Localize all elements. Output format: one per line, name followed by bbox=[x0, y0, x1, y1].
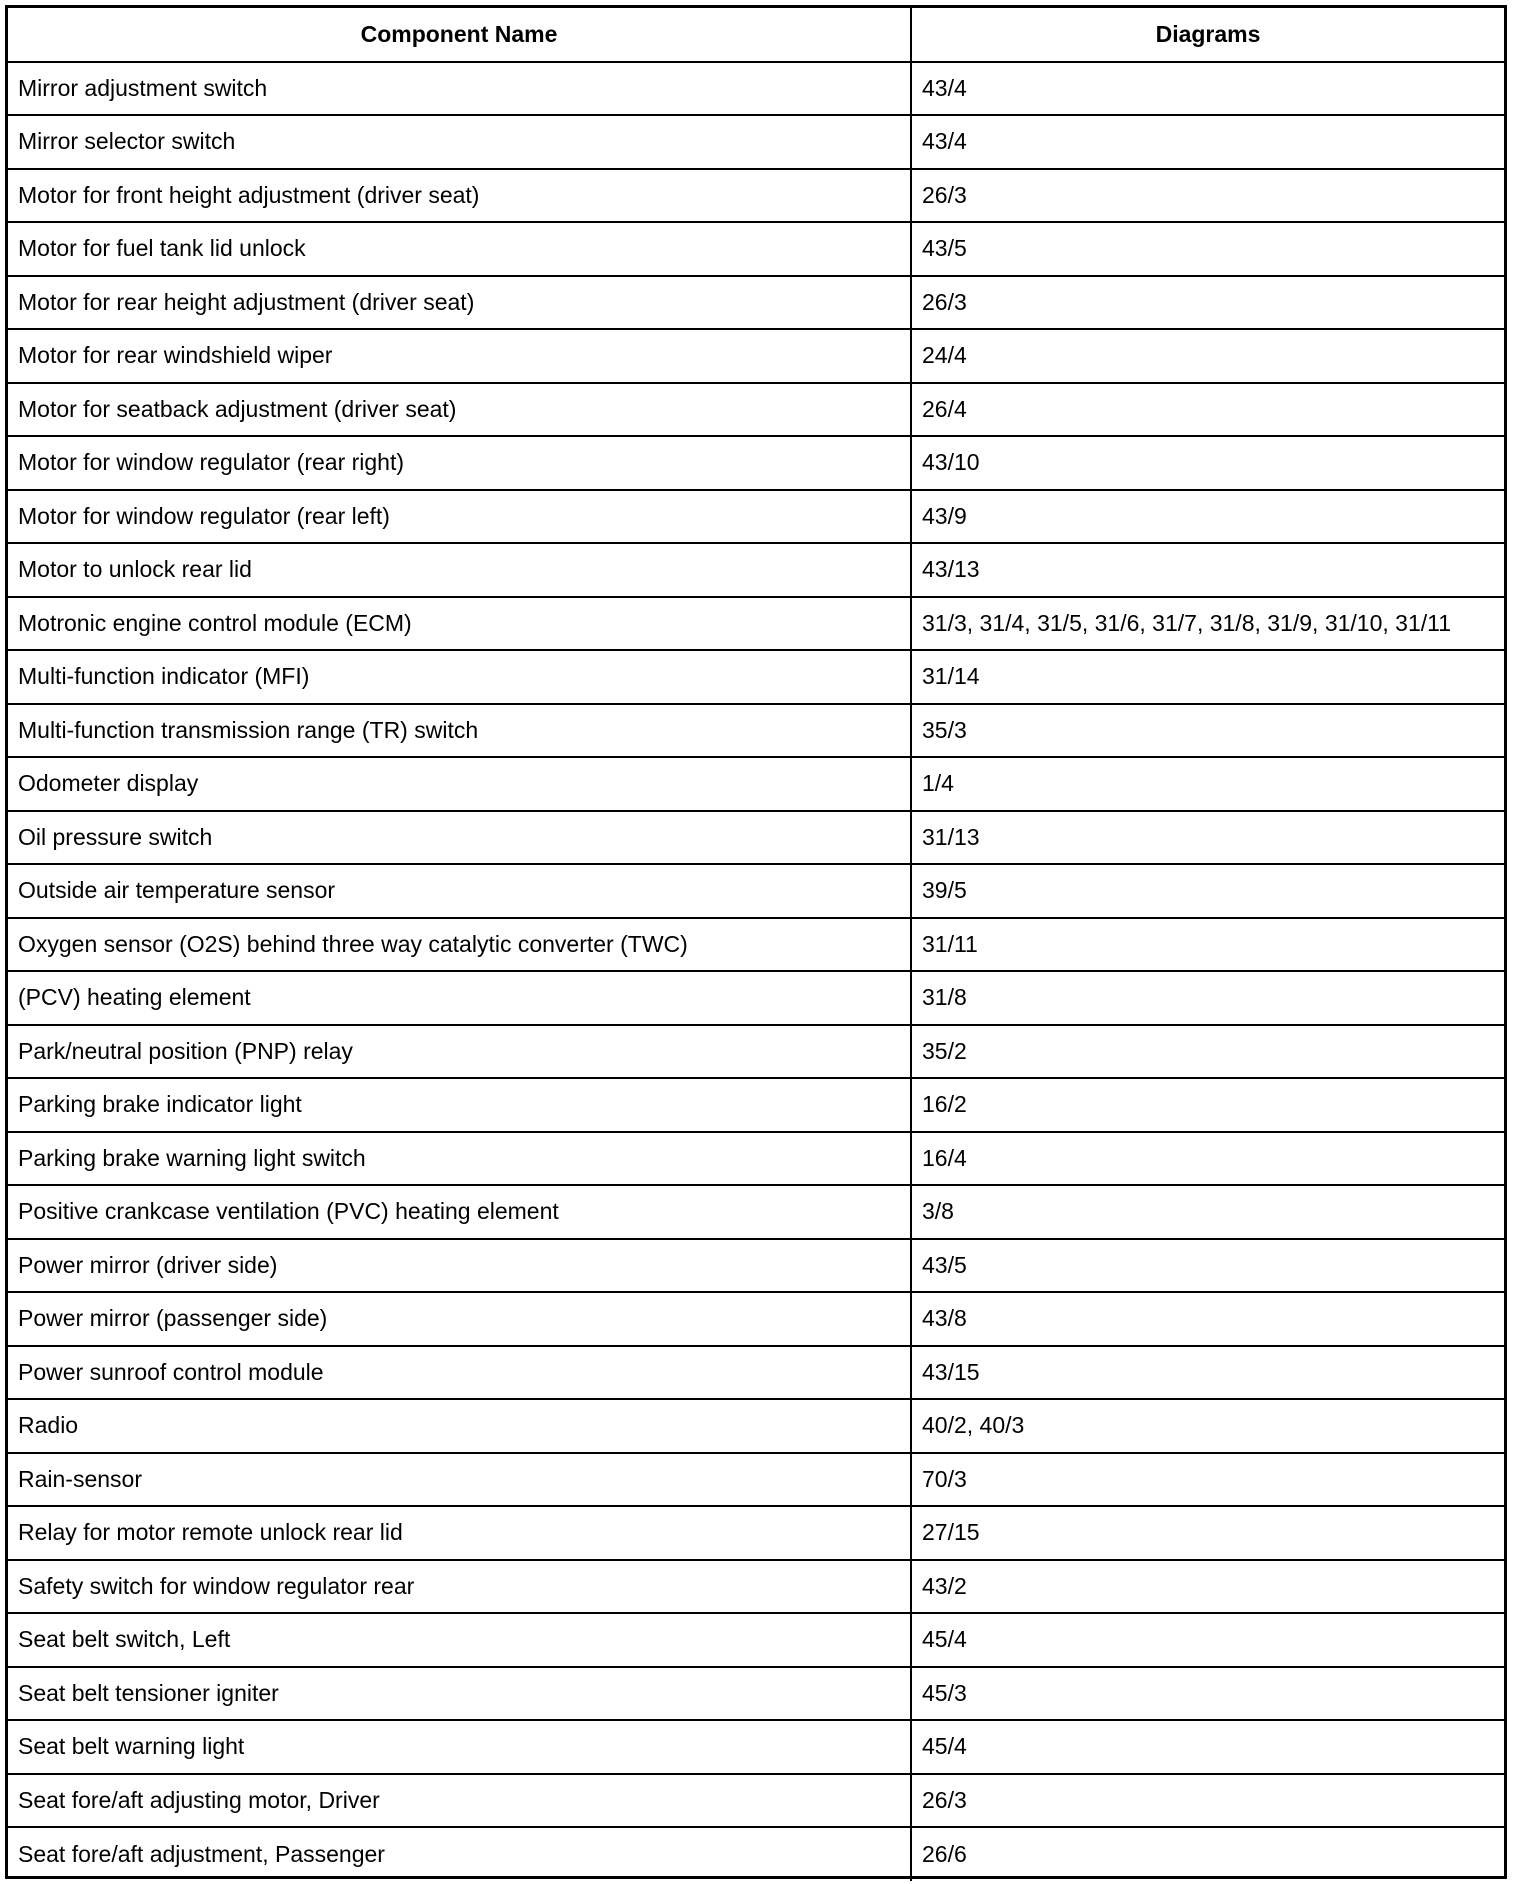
table-row bbox=[8, 918, 1504, 972]
diagrams-cell: 16/4 bbox=[911, 1132, 1504, 1186]
diagrams-cell: 43/4 bbox=[911, 115, 1504, 169]
diagrams-cell: 26/6 bbox=[911, 1827, 1504, 1881]
component-name-cell: Seat belt warning light bbox=[8, 1720, 911, 1774]
table-row bbox=[8, 1239, 1504, 1293]
component-name-cell: Power mirror (passenger side) bbox=[8, 1292, 911, 1346]
diagrams-cell: 26/4 bbox=[911, 383, 1504, 437]
diagrams-cell: 45/4 bbox=[911, 1720, 1504, 1774]
component-name-cell: Outside air temperature sensor bbox=[8, 864, 911, 918]
table-row bbox=[8, 811, 1504, 865]
diagrams-cell: 31/14 bbox=[911, 650, 1504, 704]
component-name-cell: Motor for window regulator (rear left) bbox=[8, 490, 911, 544]
component-name-cell: Power sunroof control module bbox=[8, 1346, 911, 1400]
component-name-cell: Mirror selector switch bbox=[8, 115, 911, 169]
table-row bbox=[8, 115, 1504, 169]
diagrams-cell: 43/15 bbox=[911, 1346, 1504, 1400]
table-row bbox=[8, 436, 1504, 490]
diagrams-cell: 26/3 bbox=[911, 169, 1504, 223]
table-header-row bbox=[8, 8, 1504, 62]
diagrams-cell: 27/15 bbox=[911, 1506, 1504, 1560]
table-row bbox=[8, 1827, 1504, 1881]
component-name-cell: Oil pressure switch bbox=[8, 811, 911, 865]
table-row bbox=[8, 1025, 1504, 1079]
component-name-cell: Mirror adjustment switch bbox=[8, 62, 911, 116]
diagrams-cell: 43/2 bbox=[911, 1560, 1504, 1614]
table-row bbox=[8, 1185, 1504, 1239]
component-name-cell: Rain-sensor bbox=[8, 1453, 911, 1507]
component-name-cell: Seat belt tensioner igniter bbox=[8, 1667, 911, 1721]
table-row bbox=[8, 704, 1504, 758]
table-row bbox=[8, 1292, 1504, 1346]
component-name-cell: Oxygen sensor (O2S) behind three way catalytic converter (TWC) bbox=[8, 918, 911, 972]
table-row bbox=[8, 276, 1504, 330]
diagrams-cell: 31/11 bbox=[911, 918, 1504, 972]
component-name-cell: Seat belt switch, Left bbox=[8, 1613, 911, 1667]
component-name-cell: Motor for front height adjustment (driver seat) bbox=[8, 169, 911, 223]
component-diagram-table bbox=[8, 8, 1504, 1881]
table-row bbox=[8, 1560, 1504, 1614]
component-name-cell: Motor for rear height adjustment (driver seat) bbox=[8, 276, 911, 330]
diagrams-cell: 26/3 bbox=[911, 1774, 1504, 1828]
component-name-cell: (PCV) heating element bbox=[8, 971, 911, 1025]
diagrams-cell: 45/4 bbox=[911, 1613, 1504, 1667]
table-row bbox=[8, 1346, 1504, 1400]
table-row bbox=[8, 1774, 1504, 1828]
diagrams-cell: 39/5 bbox=[911, 864, 1504, 918]
component-name-cell: Motor for seatback adjustment (driver seat) bbox=[8, 383, 911, 437]
diagrams-cell: 43/13 bbox=[911, 543, 1504, 597]
table-row bbox=[8, 1613, 1504, 1667]
table-row bbox=[8, 490, 1504, 544]
diagrams-cell: 43/8 bbox=[911, 1292, 1504, 1346]
table-row bbox=[8, 62, 1504, 116]
table-row bbox=[8, 543, 1504, 597]
diagrams-cell: 43/9 bbox=[911, 490, 1504, 544]
table-row bbox=[8, 971, 1504, 1025]
diagrams-cell: 31/8 bbox=[911, 971, 1504, 1025]
diagrams-cell: 43/5 bbox=[911, 1239, 1504, 1293]
diagrams-cell: 45/3 bbox=[911, 1667, 1504, 1721]
diagrams-cell: 31/3, 31/4, 31/5, 31/6, 31/7, 31/8, 31/9, 31/10, 31/11 bbox=[911, 597, 1504, 651]
component-name-cell: Parking brake warning light switch bbox=[8, 1132, 911, 1186]
table-row bbox=[8, 383, 1504, 437]
component-name-cell: Multi-function indicator (MFI) bbox=[8, 650, 911, 704]
table-row bbox=[8, 1453, 1504, 1507]
component-name-cell: Odometer display bbox=[8, 757, 911, 811]
table-row bbox=[8, 329, 1504, 383]
table-row bbox=[8, 1399, 1504, 1453]
diagrams-cell: 40/2, 40/3 bbox=[911, 1399, 1504, 1453]
diagrams-cell: 31/13 bbox=[911, 811, 1504, 865]
component-name-cell: Relay for motor remote unlock rear lid bbox=[8, 1506, 911, 1560]
table-row bbox=[8, 169, 1504, 223]
table-row bbox=[8, 1078, 1504, 1132]
component-name-cell: Park/neutral position (PNP) relay bbox=[8, 1025, 911, 1079]
component-name-cell: Motor to unlock rear lid bbox=[8, 543, 911, 597]
diagrams-cell: 24/4 bbox=[911, 329, 1504, 383]
component-name-cell: Positive crankcase ventilation (PVC) heating element bbox=[8, 1185, 911, 1239]
component-name-cell: Motor for rear windshield wiper bbox=[8, 329, 911, 383]
component-name-cell: Safety switch for window regulator rear bbox=[8, 1560, 911, 1614]
table-row bbox=[8, 1132, 1504, 1186]
component-name-cell: Motor for fuel tank lid unlock bbox=[8, 222, 911, 276]
component-name-cell: Motronic engine control module (ECM) bbox=[8, 597, 911, 651]
diagrams-cell: 16/2 bbox=[911, 1078, 1504, 1132]
table-row bbox=[8, 1667, 1504, 1721]
diagrams-cell: 26/3 bbox=[911, 276, 1504, 330]
diagrams-cell: 1/4 bbox=[911, 757, 1504, 811]
diagrams-cell: 35/3 bbox=[911, 704, 1504, 758]
diagrams-cell: 43/5 bbox=[911, 222, 1504, 276]
component-name-cell: Power mirror (driver side) bbox=[8, 1239, 911, 1293]
component-name-cell: Multi-function transmission range (TR) switch bbox=[8, 704, 911, 758]
table-row bbox=[8, 222, 1504, 276]
diagrams-cell: 70/3 bbox=[911, 1453, 1504, 1507]
column-header-component-name: Component Name bbox=[8, 8, 911, 62]
diagrams-cell: 43/4 bbox=[911, 62, 1504, 116]
table-row bbox=[8, 650, 1504, 704]
component-name-cell: Motor for window regulator (rear right) bbox=[8, 436, 911, 490]
diagrams-cell: 35/2 bbox=[911, 1025, 1504, 1079]
table-row bbox=[8, 1720, 1504, 1774]
component-name-cell: Parking brake indicator light bbox=[8, 1078, 911, 1132]
table-body bbox=[8, 62, 1504, 1881]
diagrams-cell: 43/10 bbox=[911, 436, 1504, 490]
component-table-frame bbox=[5, 5, 1507, 1879]
table-row bbox=[8, 597, 1504, 651]
column-header-diagrams: Diagrams bbox=[911, 8, 1504, 62]
component-name-cell: Radio bbox=[8, 1399, 911, 1453]
component-name-cell: Seat fore/aft adjusting motor, Driver bbox=[8, 1774, 911, 1828]
table-row bbox=[8, 1506, 1504, 1560]
diagrams-cell: 3/8 bbox=[911, 1185, 1504, 1239]
component-name-cell: Seat fore/aft adjustment, Passenger bbox=[8, 1827, 911, 1881]
table-row bbox=[8, 864, 1504, 918]
table-row bbox=[8, 757, 1504, 811]
